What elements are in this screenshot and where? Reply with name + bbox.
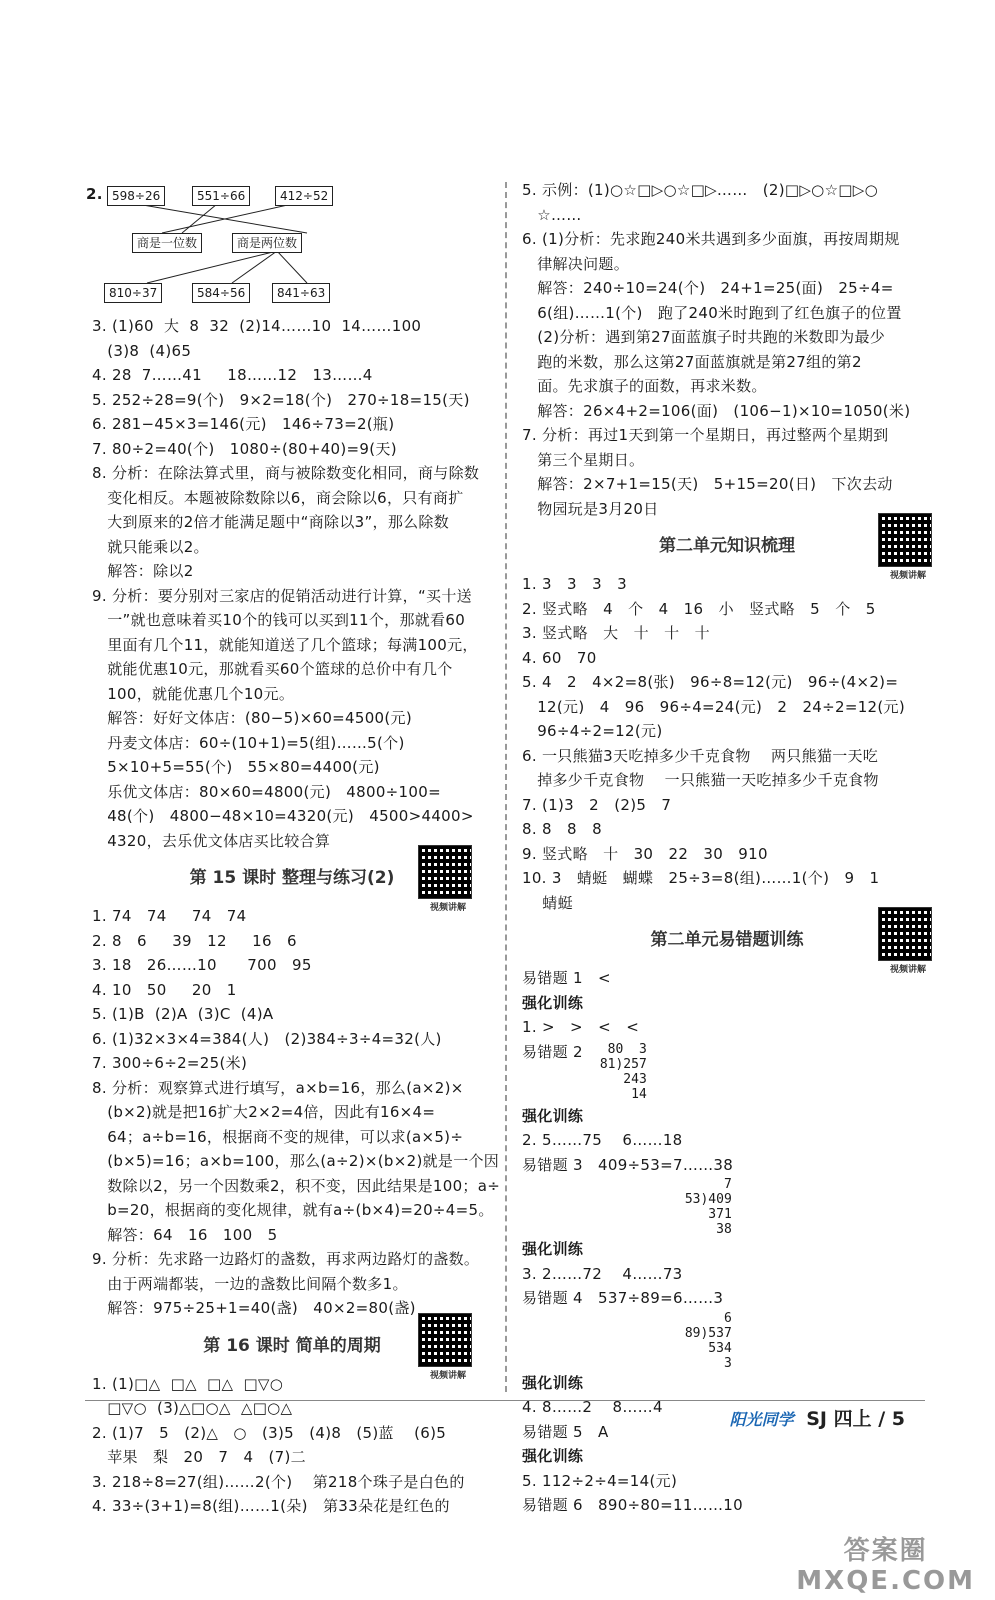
error-item-6: 易错题 6 890÷80=11……10: [522, 1496, 743, 1514]
answer-line: 乐优文体店：80×60=4800(元) 4800÷100=: [92, 782, 441, 801]
answer-line: 6. 281−45×3=146(元) 146÷73=2(瓶): [92, 415, 395, 433]
left-column: [86, 178, 501, 1519]
answer-line: 4. 10 50 20 1: [92, 980, 237, 999]
qr-label: 视频讲解: [889, 571, 926, 581]
answer-line: 1. (1)□△ □△ □△ □▽○: [92, 1374, 284, 1393]
diagram-top-2: 551÷66: [192, 186, 250, 206]
answer-line: (2)分析：遇到第27面蓝旗子时共跑的米数即为最少: [522, 328, 886, 346]
diagram-top-3: 412÷52: [275, 186, 333, 206]
answer-line: 3. (1)60 大 8 32 (2)14……10 14……100: [92, 317, 422, 335]
diagram-top-1: 598÷26: [107, 186, 165, 206]
qr-code-icon[interactable]: [878, 907, 932, 961]
answer-line: 里面有几个11，就能知道送了几个篮球；每满100元，: [92, 635, 478, 654]
answer-line: 5×10+5=55(个) 55×80=4400(元): [92, 758, 380, 776]
error-item-2-block: [522, 1040, 932, 1104]
answer-line: 解答：除以2: [92, 562, 194, 580]
answer-line: 7. 80÷2=40(个) 1080÷(80+40)=9(天): [92, 439, 397, 458]
answer-line: 7. 300÷6÷2=25(米): [92, 1054, 248, 1072]
answer-line: 就能优惠10元，那就看买60个篮球的总价中有几个: [92, 660, 453, 678]
answer-line: 大到原来的2倍才能满足题中“商除以3”，那么除数: [92, 513, 450, 531]
q2-label: 2.: [86, 185, 103, 203]
diagram-bottom-3: 841÷63: [272, 283, 330, 303]
section-15-title-text: 第 15 课时 整理与练习(2): [189, 868, 395, 888]
error-item-2: 易错题 2: [522, 1042, 583, 1061]
answer-line: 3. 218÷8=27(组)……2(个) 第218个珠子是白色的: [92, 1472, 465, 1491]
diagram-bottom-1: 810÷37: [104, 283, 162, 303]
diagram-bottom-2: 584÷56: [192, 283, 250, 303]
answer-line: 解答：26×4+2=106(面) (106−1)×10=1050(米): [522, 401, 911, 420]
answer-line: 5. 252÷28=9(个) 9×2=18(个) 270÷18=15(天): [92, 390, 470, 409]
error-item-4: 易错题 4 537÷89=6……3: [522, 1289, 724, 1307]
answer-line: 8. 8 8 8: [522, 820, 602, 838]
answer-line: 3. 竖式略 大 十 十 十: [522, 624, 710, 642]
answer-line: 数除以2，另一个因数乘2，积不变，因此结果是100；a÷: [92, 1176, 501, 1195]
answer-line: 7. 分析：再过1天到第一个星期日，再过整两个星期到: [522, 426, 889, 444]
right-column: [522, 178, 932, 1518]
answer-line: 丹麦文体店：60÷(10+1)=5(组)……5(个): [92, 733, 405, 752]
answer-line: (3)8 (4)65: [92, 341, 192, 360]
answer-line: 48(个) 4800−48×10=4320(元) 4500>4400>: [92, 807, 474, 825]
qr-label: 视频讲解: [889, 965, 926, 975]
unit2-summary-title: [522, 531, 932, 581]
answer-line: □▽○ (3)△□○△ △□○△: [92, 1399, 293, 1417]
answer-line: 6(组)……1(个) 跑了240米时跑到了红色旗子的位置: [522, 303, 902, 322]
error-item-1: 易错题 1 <: [522, 969, 611, 987]
column-divider: [505, 182, 507, 1392]
answer-line: 3. 18 26……10 700 95: [92, 956, 312, 974]
answer-line: 6. 一只熊猫3天吃掉多少千克食物 两只熊猫一天吃: [522, 746, 879, 765]
training-answer-5: 5. 112÷2÷4=14(元): [522, 1471, 678, 1490]
page-footer: [730, 1404, 905, 1431]
answer-line: 8. 分析：观察算式进行填写，a×b=16，那么(a×2)×: [92, 1078, 464, 1097]
answer-line: 解答：975÷25+1=40(盏) 40×2=80(盏): [92, 1299, 416, 1317]
footer-rule: [85, 1400, 925, 1401]
long-division-4: 6 89)537 534 3: [684, 1310, 732, 1371]
training-label: 强化训练: [522, 1240, 584, 1258]
answer-line: 一”就也意味着买10个的钱可以买到11个，那就看60: [92, 611, 466, 629]
error-item-5: 易错题 5 A: [522, 1422, 609, 1441]
error-training: [522, 966, 932, 1518]
answer-line: 由于两端都装，一边的盏数比间隔个数多1。: [92, 1274, 408, 1293]
unit2-summary-title-text: 第二单元知识梳理: [659, 536, 795, 556]
answer-line: 4320，去乐优文体店买比较合算: [92, 831, 331, 850]
answer-line: 解答：2×7+1=15(天) 5+15=20(日) 下次去动: [522, 475, 893, 493]
answer-line: 4. 60 70: [522, 648, 597, 667]
answer-line: 苹果 梨 20 7 4 (7)二: [92, 1448, 306, 1466]
unit2-errors-title-text: 第二单元易错题训练: [650, 930, 804, 950]
answer-line: 掉多少千克食物 一只熊猫一天吃掉多少千克食物: [522, 771, 879, 789]
answer-line: 跑的米数，那么这第27面蓝旗就是第27组的第2: [522, 352, 862, 371]
answer-line: 4. 33÷(3+1)=8(组)……1(朵) 第33朵花是红色的: [92, 1497, 450, 1515]
answer-line: 8. 分析：在除法算式里，商与被除数变化相同，商与除数: [92, 464, 480, 482]
training-label: 强化训练: [522, 1447, 584, 1465]
training-label: 强化训练: [522, 1106, 584, 1125]
answer-line: ☆……: [522, 205, 582, 224]
answer-line: 64；a÷b=16，根据商不变的规律，可以求(a×5)÷: [92, 1127, 464, 1146]
answer-line: 物园玩是3月20日: [522, 499, 659, 518]
answer-line: 解答：好好文体店：(80−5)×60=4500(元): [92, 709, 413, 727]
answer-line: 就只能乘以2。: [92, 537, 209, 556]
answer-line: 5. 4 2 4×2=8(张) 96÷8=12(元) 96÷(4×2)=: [522, 673, 899, 691]
section-16-title: [92, 1331, 492, 1381]
qr-label: 视频讲解: [429, 903, 466, 913]
answer-line: 9. 分析：要分别对三家店的促销活动进行计算，“买十送: [92, 586, 472, 605]
section-15-title: [92, 863, 492, 913]
left-answers-c: [92, 1372, 492, 1519]
answer-line: (b×2)就是把16扩大2×2=4倍，因此有16×4=: [92, 1103, 436, 1121]
qr-code-icon[interactable]: [418, 845, 472, 899]
answer-line: 1. 74 74 74 74: [92, 907, 247, 925]
answer-line: 12(元) 4 96 96÷4=24(元) 2 24÷2=12(元): [522, 697, 906, 716]
answer-line: 第三个星期日。: [522, 450, 645, 469]
training-answer-1: 1. > > < <: [522, 1018, 640, 1036]
answer-line: 2. (1)7 5 (2)△ ○ (3)5 (4)8 (5)蓝 (6)5: [92, 1423, 447, 1442]
brand-logo: 阳光同学: [729, 1410, 794, 1429]
qr-label: 视频讲解: [429, 1370, 466, 1381]
answer-line: 面。先求旗子的面数，再求米数。: [522, 377, 767, 395]
long-division-2: 80 3 81)257 243 14: [599, 1041, 647, 1102]
section-16-title-text: 第 16 课时 简单的周期: [203, 1335, 381, 1356]
answer-line: 变化相反。本题被除数除以6，商会除以6，只有商扩: [92, 488, 464, 507]
error-item-3: 易错题 3 409÷53=7……38: [522, 1155, 734, 1174]
answer-line: 4. 28 7……41 18……12 13……4: [92, 366, 373, 384]
answer-line: 9. 分析：先求路一边路灯的盏数，再求两边路灯的盏数。: [92, 1250, 480, 1268]
page-number: SJ 四上 / 5: [806, 1408, 905, 1430]
answer-line: 6. (1)分析：先求跑240米共遇到多少面旗，再按周期规: [522, 230, 900, 248]
answer-line: b=20，根据商的变化规律，就有a÷(b×4)=20÷4=5。: [92, 1201, 494, 1219]
answer-line: 6. (1)32×3×4=384(人) (2)384÷3÷4=32(人): [92, 1029, 442, 1048]
answer-line: 9. 竖式略 十 30 22 30 910: [522, 844, 768, 863]
answer-line: 100，就能优惠几个10元。: [92, 684, 295, 703]
answer-line: 解答：240÷10=24(个) 24+1=25(面) 25÷4=: [522, 279, 894, 297]
answer-line: 5. 示例：(1)○☆□▷○☆□▷…… (2)□▷○☆□▷○: [522, 181, 879, 199]
right-answers-b: [522, 572, 932, 915]
answer-line: 律解决问题。: [522, 254, 630, 273]
left-answers-a: [92, 314, 492, 853]
left-answers-b: [92, 904, 501, 1321]
training-label: 强化训练: [522, 1373, 584, 1392]
answer-line: 7. (1)3 2 (2)5 7: [522, 795, 672, 814]
right-answers-a: [522, 178, 932, 521]
training-answer-2: 2. 5……75 6……18: [522, 1131, 683, 1149]
unit2-errors-title: [522, 925, 932, 975]
long-division-3-block: [522, 1177, 932, 1237]
answer-line: 5. (1)B (2)A (3)C (4)A: [92, 1005, 274, 1023]
answer-line: (b×5)=16；a×b=100，那么(a÷2)×(b×2)就是一个因: [92, 1152, 500, 1170]
diagram-mid-2: 商是两位数: [232, 233, 302, 253]
answer-line: 2. 8 6 39 12 16 6: [92, 931, 297, 950]
watermark: 答案圈 MXQE.COM: [796, 1536, 975, 1596]
long-division-4-block: [522, 1311, 932, 1371]
training-answer-4: 4. 8……2 8……4: [522, 1398, 663, 1416]
answer-line: 10. 3 蜻蜓 蝴蝶 25÷3=8(组)……1(个) 9 1: [522, 869, 880, 887]
training-label: 强化训练: [522, 993, 584, 1012]
qr-code-icon[interactable]: [878, 513, 932, 567]
long-division-3: 7 53)409 371 38: [684, 1177, 732, 1237]
answer-line: 蜻蜓: [522, 893, 573, 912]
answer-line: 1. 3 3 3 3: [522, 575, 627, 593]
diagram-mid-1: 商是一位数: [132, 233, 202, 253]
qr-code-icon[interactable]: [418, 1313, 472, 1367]
answer-line: 2. 竖式略 4 个 4 16 小 竖式略 5 个 5: [522, 599, 876, 618]
q2-diagram: [86, 178, 492, 310]
answer-line: 解答：64 16 100 5: [92, 1225, 278, 1244]
training-answer-3: 3. 2……72 4……73: [522, 1264, 683, 1283]
answer-line: 96÷4÷2=12(元): [522, 722, 663, 740]
